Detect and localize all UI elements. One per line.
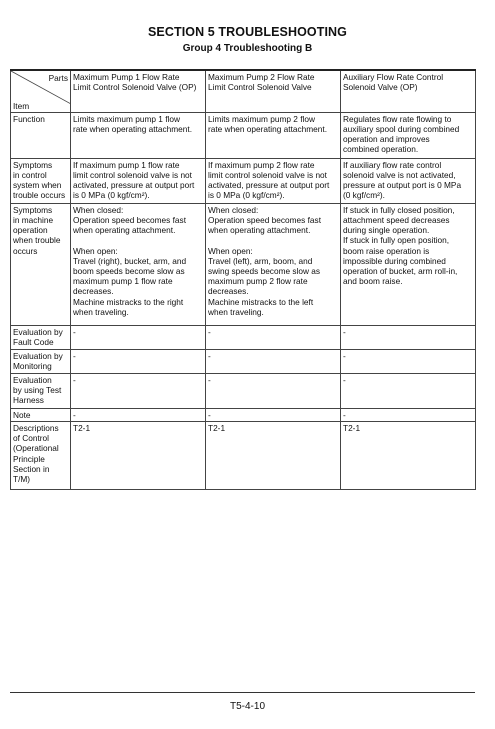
troubleshooting-table — [10, 69, 476, 490]
table-cell: - — [71, 408, 206, 421]
column-header-pump1: Maximum Pump 1 Flow Rate Limit Control Solenoid Valve (OP) — [71, 70, 206, 112]
table-row — [11, 203, 476, 325]
table-cell: - — [206, 373, 341, 408]
table-cell: T2-1 — [71, 422, 206, 490]
row-label: Evaluation by using Test Harness — [11, 373, 71, 408]
row-label: Function — [11, 112, 71, 158]
row-label: Descriptions of Control (Operational Principle Section in T/M) — [11, 422, 71, 490]
column-header-pump2: Maximum Pump 2 Flow Rate Limit Control Solenoid Valve — [206, 70, 341, 112]
table-row — [11, 112, 476, 158]
section-title: SECTION 5 TROUBLESHOOTING — [147, 25, 348, 39]
table-cell: - — [341, 373, 476, 408]
table-cell: Limits maximum pump 1 flow rate when operating attachment. — [71, 112, 206, 158]
table-row — [11, 373, 476, 408]
corner-parts-label: Parts — [48, 73, 68, 83]
table-cell: - — [206, 408, 341, 421]
table-cell: - — [206, 349, 341, 373]
page-number: T5-4-10 — [229, 701, 265, 712]
table-cell: If auxiliary flow rate control solenoid valve is not activated, pressure at output port is 0 MPa (0 kgf/cm²). — [341, 158, 476, 203]
table-cell: - — [71, 325, 206, 349]
corner-cell — [11, 70, 71, 112]
table-row — [11, 325, 476, 349]
row-label: Symptoms in machine operation when trouble occurs — [11, 203, 71, 325]
table-row — [11, 408, 476, 421]
table-cell: - — [341, 349, 476, 373]
table-cell: - — [206, 325, 341, 349]
table-row — [11, 349, 476, 373]
table-cell: - — [341, 325, 476, 349]
table-cell: T2-1 — [341, 422, 476, 490]
table-cell: If maximum pump 1 flow rate limit control solenoid valve is not activated, pressure at output port is 0 MPa (0 kgf/cm²). — [71, 158, 206, 203]
table-header-row — [11, 70, 476, 112]
table-row — [11, 158, 476, 203]
column-header-auxiliary: Auxiliary Flow Rate Control Solenoid Valve (OP) — [341, 70, 476, 112]
footer-divider — [10, 692, 475, 693]
row-label: Note — [11, 408, 71, 421]
table-cell: - — [341, 408, 476, 421]
table-cell: - — [71, 349, 206, 373]
table-cell: Regulates flow rate flowing to auxiliary spool during combined operation and improves combined operation. — [341, 112, 476, 158]
row-label: Evaluation by Fault Code — [11, 325, 71, 349]
group-title: Group 4 Troubleshooting B — [182, 43, 313, 54]
table-cell: - — [71, 373, 206, 408]
table-cell: If stuck in fully closed position, attachment speed decreases during single operation. If stuck in fully open position, boom raise operation is impossible during combined operation of bucket, arm roll-in, and boom raise. — [341, 203, 476, 325]
table-cell: If maximum pump 2 flow rate limit control solenoid valve is not activated, pressure at output port is 0 MPa (0 kgf/cm²). — [206, 158, 341, 203]
table-row — [11, 422, 476, 490]
table-cell: When closed: Operation speed becomes fast when operating attachment. When open: Travel (left), arm, boom, and swing speeds become slow as maximum pump 2 flow rate decreases. Machine mistracks to the left when traveling. — [206, 203, 341, 325]
table-cell: Limits maximum pump 2 flow rate when operating attachment. — [206, 112, 341, 158]
corner-item-label: Item — [13, 100, 30, 111]
row-label: Symptoms in control system when trouble occurs — [11, 158, 71, 203]
row-label: Evaluation by Monitoring — [11, 349, 71, 373]
table-cell: When closed: Operation speed becomes fast when operating attachment. When open: Travel (right), bucket, arm, and boom speeds become slow as maximum pump 1 flow rate decreases. Machine mistracks to the right when traveling. — [71, 203, 206, 325]
table-cell: T2-1 — [206, 422, 341, 490]
